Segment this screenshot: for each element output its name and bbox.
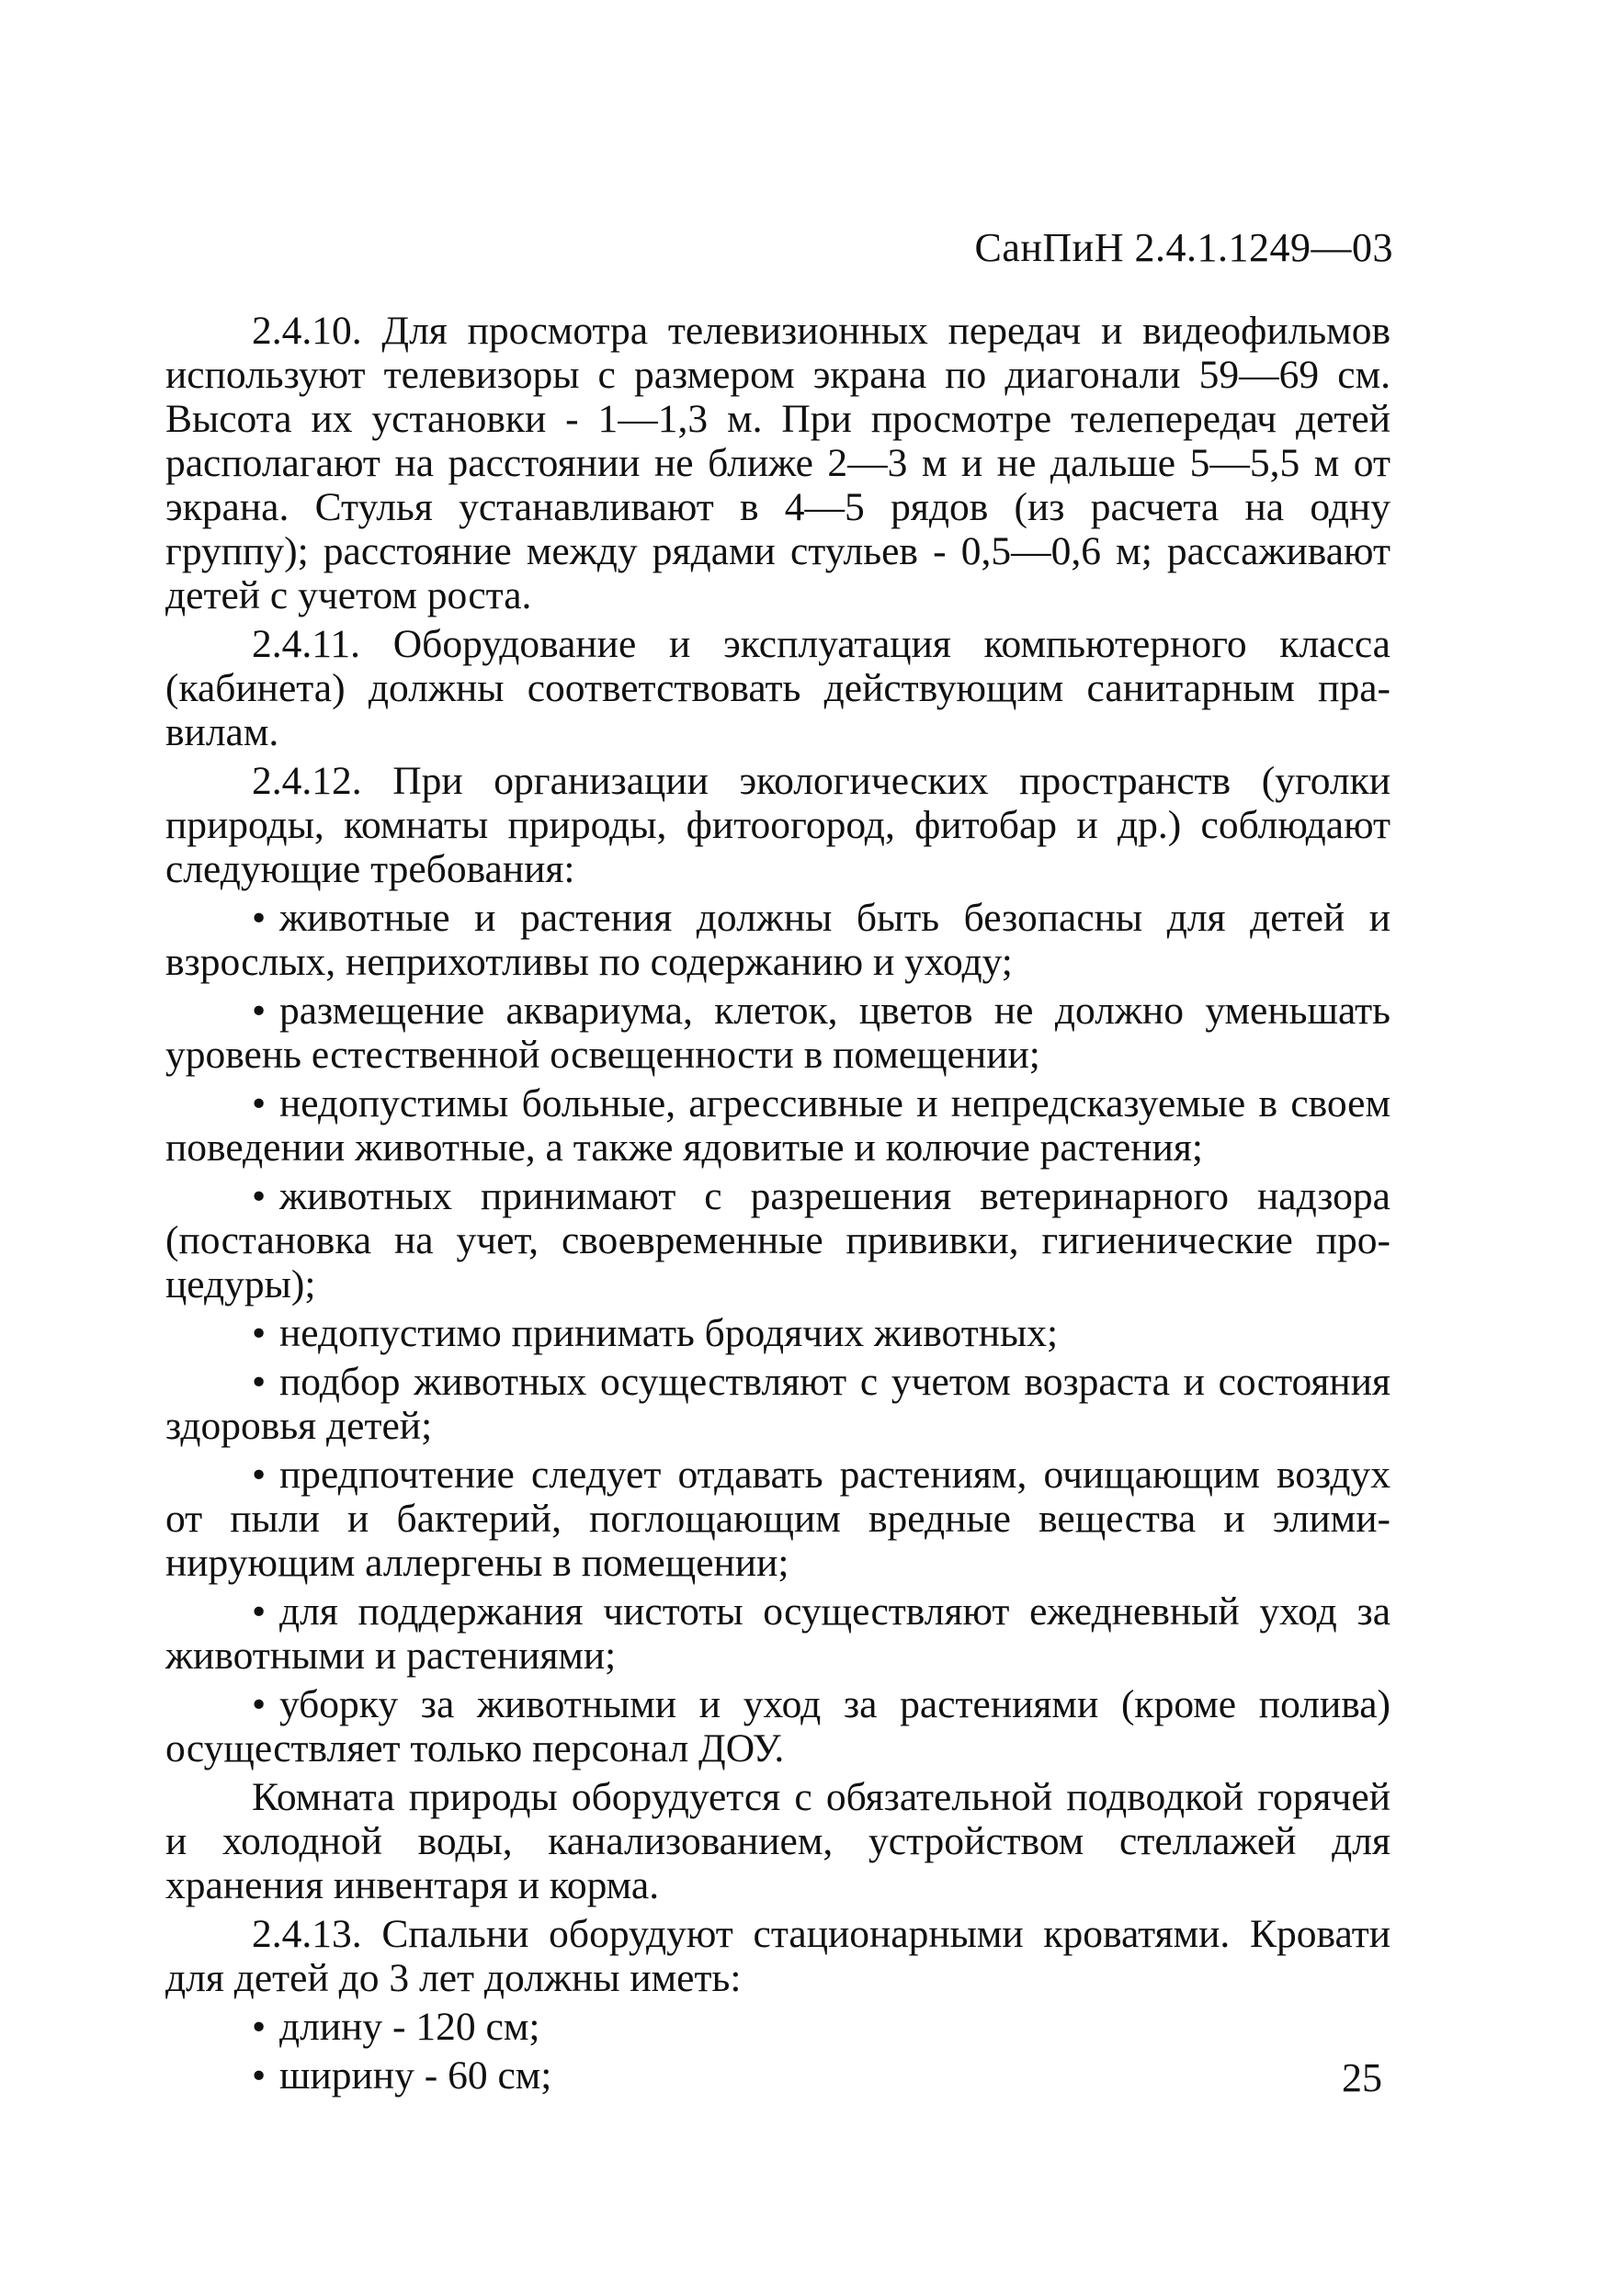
list-item-text: животные и растения должны быть безопасны для детей и взрослых, неприхотливы по содержанию и уходу;: [165, 896, 1390, 984]
list-item-text: предпочтение следует отдавать растениям, очищающим воздух от пыли и бактерий, поглощающим вредные вещества и элиминирующим аллергены в помещении;: [165, 1453, 1390, 1585]
list-item: [165, 1081, 1390, 1170]
list-item-text: подбор животных осуществляют с учетом возраста и состояния здоровья детей;: [165, 1360, 1390, 1448]
bullet-icon: •: [252, 896, 267, 940]
bullet-icon: •: [252, 1311, 267, 1355]
list-item: [165, 1589, 1390, 1678]
bullet-icon: •: [252, 2053, 267, 2098]
paragraph-2-4-11: 2.4.11. Оборудование и эксплуатация компьютерного класса (кабинета) должны соответствовать действующим санитарным правилам.: [165, 622, 1390, 754]
list-item-text: уборку за животными и уход за растениями (кроме полива) осуществляет только персонал ДОУ.: [165, 1682, 1390, 1770]
bullet-icon: •: [252, 1174, 267, 1218]
bed-requirements-list: [165, 2005, 1390, 2098]
list-item: [165, 2053, 1390, 2098]
list-item: [165, 989, 1390, 1077]
list-item-text: животных принимают с разрешения ветеринарного надзора (постановка на учет, своевременные прививки, гигиенические процедуры);: [165, 1174, 1390, 1306]
list-item-text: недопустимы больные, агрессивные и непредсказуемые в своем поведении животные, а также ядовитые и колючие растения;: [165, 1081, 1390, 1170]
paragraph-2-4-10: 2.4.10. Для просмотра телевизионных передач и видеофильмов используют телевизоры с размером экрана по диагонали 59—69 см. Высота их установки - 1—1,3 м. При просмотре телепередач детей располагают на расстоянии не ближе 2—3 м и не дальше 5—5,5 м от экрана. Стулья устанавливают в 4—5 рядов (из расчета на одну группу); расстояние между рядами стульев - 0,5—0,6 м; рассаживают детей с учетом роста.: [165, 309, 1390, 617]
bullet-icon: •: [252, 1589, 267, 1634]
list-item-text: для поддержания чистоты осуществляют ежедневный уход за животными и растениями;: [165, 1589, 1390, 1678]
page-number: 25: [1342, 2055, 1382, 2100]
bullet-icon: •: [252, 1682, 267, 1726]
list-item: [165, 896, 1390, 984]
list-item: [165, 1360, 1390, 1448]
list-item: [165, 1682, 1390, 1770]
list-item: [165, 1453, 1390, 1585]
bullet-icon: •: [252, 1453, 267, 1497]
bullet-icon: •: [252, 1081, 267, 1125]
list-item-text: размещение аквариума, клеток, цветов не должно уменьшать уровень естественной освещенности в помещении;: [165, 989, 1390, 1077]
list-item-text: длину - 120 см;: [279, 2005, 540, 2049]
document-code-header: СанПиН 2.4.1.1249—03: [974, 225, 1393, 270]
list-item: [165, 2005, 1390, 2049]
paragraph-nature-room: Комната природы оборудуется с обязательной подводкой горячей и холодной воды, канализованием, устройством стеллажей для хранения инвентаря и корма.: [165, 1775, 1390, 1907]
list-item: [165, 1174, 1390, 1306]
list-item-text: ширину - 60 см;: [279, 2053, 552, 2098]
list-item-text: недопустимо принимать бродячих животных;: [279, 1311, 1059, 1355]
bullet-icon: •: [252, 2005, 267, 2049]
bullet-icon: •: [252, 989, 267, 1033]
paragraph-2-4-13: 2.4.13. Спальни оборудуют стационарными кроватями. Кровати для детей до 3 лет должны иметь:: [165, 1912, 1390, 2000]
eco-requirements-list: [165, 896, 1390, 1770]
page-body: [165, 309, 1390, 2102]
paragraph-2-4-12: 2.4.12. При организации экологических пространств (уголки природы, комнаты природы, фитоогород, фитобар и др.) соблюдают следующие требования:: [165, 759, 1390, 891]
bullet-icon: •: [252, 1360, 267, 1404]
list-item: [165, 1311, 1390, 1355]
